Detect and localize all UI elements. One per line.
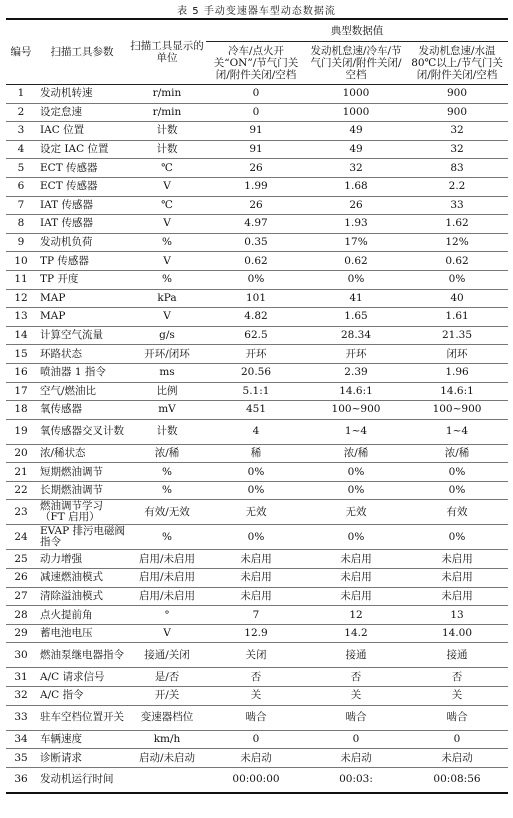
value-cond-3: 0.62 xyxy=(406,252,508,271)
param-name: 浓/稀状态 xyxy=(36,444,128,463)
value-cond-3: 1.96 xyxy=(406,363,508,382)
table-row xyxy=(6,463,508,482)
param-name: 燃油调节学习（FT 启用） xyxy=(36,500,128,525)
param-unit: 开/关 xyxy=(128,687,206,706)
value-cond-3: 1.61 xyxy=(406,308,508,327)
param-unit: mV xyxy=(128,401,206,420)
data-stream-table xyxy=(6,18,508,794)
param-unit: 变速器档位 xyxy=(128,705,206,730)
value-cond-1: 0.35 xyxy=(206,233,306,252)
row-number: 14 xyxy=(6,326,36,345)
param-unit: 有效/无效 xyxy=(128,500,206,525)
value-cond-1: 91 xyxy=(206,122,306,141)
row-number: 19 xyxy=(6,419,36,444)
table-row xyxy=(6,643,508,668)
value-cond-1: 未启用 xyxy=(206,569,306,588)
param-unit: g/s xyxy=(128,326,206,345)
param-name: EVAP 排污电磁阀指令 xyxy=(36,525,128,550)
value-cond-2: 14.6:1 xyxy=(306,382,406,401)
param-unit: 浓/稀 xyxy=(128,444,206,463)
param-name: A/C 请求信号 xyxy=(36,668,128,687)
param-unit: km/h xyxy=(128,730,206,749)
value-cond-2: 未启用 xyxy=(306,569,406,588)
value-cond-3: 2.2 xyxy=(406,177,508,196)
param-unit: % xyxy=(128,525,206,550)
value-cond-1: 0 xyxy=(206,85,306,104)
param-name: 发动机负荷 xyxy=(36,233,128,252)
row-number: 18 xyxy=(6,401,36,420)
value-cond-2: 0% xyxy=(306,463,406,482)
param-name: TP 传感器 xyxy=(36,252,128,271)
value-cond-1: 20.56 xyxy=(206,363,306,382)
param-name: 长期燃油调节 xyxy=(36,481,128,500)
row-number: 11 xyxy=(6,270,36,289)
value-cond-3: 32 xyxy=(406,122,508,141)
param-unit: 比例 xyxy=(128,382,206,401)
row-number: 30 xyxy=(6,643,36,668)
value-cond-2: 17% xyxy=(306,233,406,252)
value-cond-1: 未启用 xyxy=(206,550,306,569)
param-unit: 启用/未启用 xyxy=(128,587,206,606)
value-cond-1: 101 xyxy=(206,289,306,308)
value-cond-3: 1~4 xyxy=(406,419,508,444)
value-cond-2: 41 xyxy=(306,289,406,308)
table-row xyxy=(6,103,508,122)
param-name: 清除溢油模式 xyxy=(36,587,128,606)
row-number: 7 xyxy=(6,196,36,215)
value-cond-1: 7 xyxy=(206,606,306,625)
param-unit: 启用/未启用 xyxy=(128,550,206,569)
value-cond-1: 0 xyxy=(206,103,306,122)
param-name: 诊断请求 xyxy=(36,749,128,768)
value-cond-2: 啮合 xyxy=(306,705,406,730)
value-cond-1: 4.97 xyxy=(206,215,306,234)
value-cond-3: 32 xyxy=(406,140,508,159)
value-cond-1: 啮合 xyxy=(206,705,306,730)
param-unit: 启用/未启用 xyxy=(128,569,206,588)
param-name: 减速燃油模式 xyxy=(36,569,128,588)
header-param: 扫描工具参数 xyxy=(36,19,128,85)
table-row xyxy=(6,363,508,382)
row-number: 20 xyxy=(6,444,36,463)
table-row xyxy=(6,624,508,643)
param-name: 蓄电池电压 xyxy=(36,624,128,643)
param-unit: 开环/闭环 xyxy=(128,345,206,364)
value-cond-1: 1.99 xyxy=(206,177,306,196)
value-cond-2: 1.68 xyxy=(306,177,406,196)
value-cond-1: 0% xyxy=(206,463,306,482)
param-name: 驻车空档位置开关 xyxy=(36,705,128,730)
row-number: 23 xyxy=(6,500,36,525)
table-caption: 表 5 手动变速器车型动态数据流 xyxy=(177,6,336,17)
value-cond-3: 900 xyxy=(406,85,508,104)
row-number: 34 xyxy=(6,730,36,749)
value-cond-3: 900 xyxy=(406,103,508,122)
value-cond-1: 12.9 xyxy=(206,624,306,643)
value-cond-2: 0.62 xyxy=(306,252,406,271)
table-row xyxy=(6,500,508,525)
header-unit: 扫描工具显示的单位 xyxy=(128,19,206,85)
value-cond-2: 1000 xyxy=(306,85,406,104)
param-name: 燃油泵继电器指令 xyxy=(36,643,128,668)
value-cond-2: 32 xyxy=(306,159,406,178)
row-number: 17 xyxy=(6,382,36,401)
row-number: 28 xyxy=(6,606,36,625)
param-name: IAC 位置 xyxy=(36,122,128,141)
param-unit: V xyxy=(128,215,206,234)
table-body xyxy=(6,85,508,793)
row-number: 22 xyxy=(6,481,36,500)
row-number: 36 xyxy=(6,767,36,793)
table-row xyxy=(6,215,508,234)
value-cond-3: 83 xyxy=(406,159,508,178)
value-cond-1: 稀 xyxy=(206,444,306,463)
value-cond-1: 无效 xyxy=(206,500,306,525)
param-unit: 计数 xyxy=(128,122,206,141)
param-unit: V xyxy=(128,252,206,271)
row-number: 9 xyxy=(6,233,36,252)
value-cond-2: 1000 xyxy=(306,103,406,122)
value-cond-1: 0% xyxy=(206,270,306,289)
value-cond-2: 2.39 xyxy=(306,363,406,382)
param-unit: 计数 xyxy=(128,140,206,159)
row-number: 15 xyxy=(6,345,36,364)
table-row xyxy=(6,289,508,308)
table-row xyxy=(6,308,508,327)
table-row xyxy=(6,444,508,463)
row-number: 26 xyxy=(6,569,36,588)
value-cond-1: 26 xyxy=(206,159,306,178)
row-number: 31 xyxy=(6,668,36,687)
param-unit: 是/否 xyxy=(128,668,206,687)
table-row xyxy=(6,525,508,550)
value-cond-1: 关 xyxy=(206,687,306,706)
table-row xyxy=(6,569,508,588)
value-cond-1: 62.5 xyxy=(206,326,306,345)
value-cond-1: 否 xyxy=(206,668,306,687)
table-row xyxy=(6,668,508,687)
value-cond-2: 1~4 xyxy=(306,419,406,444)
row-number: 6 xyxy=(6,177,36,196)
row-number: 25 xyxy=(6,550,36,569)
table-row xyxy=(6,730,508,749)
table-row xyxy=(6,326,508,345)
value-cond-3: 0% xyxy=(406,481,508,500)
value-cond-3: 未启用 xyxy=(406,550,508,569)
value-cond-2: 关 xyxy=(306,687,406,706)
param-name: 设定怠速 xyxy=(36,103,128,122)
header-cond-1: 冷车/点火开关“ON”/节气门关闭/附件关闭/空档 xyxy=(206,42,306,85)
value-cond-3: 33 xyxy=(406,196,508,215)
value-cond-2: 49 xyxy=(306,140,406,159)
value-cond-3: 闭环 xyxy=(406,345,508,364)
param-name: 发动机运行时间 xyxy=(36,767,128,793)
row-number: 12 xyxy=(6,289,36,308)
param-unit: % xyxy=(128,463,206,482)
param-unit: % xyxy=(128,270,206,289)
value-cond-3: 100~900 xyxy=(406,401,508,420)
param-name: MAP xyxy=(36,289,128,308)
header-cond-3: 发动机怠速/水温80℃以上/节气门关闭/附件关闭/空档 xyxy=(406,42,508,85)
param-name: TP 开度 xyxy=(36,270,128,289)
row-number: 1 xyxy=(6,85,36,104)
param-unit: ° xyxy=(128,606,206,625)
value-cond-3: 0% xyxy=(406,525,508,550)
value-cond-2: 0 xyxy=(306,730,406,749)
param-unit: ℃ xyxy=(128,196,206,215)
value-cond-2: 28.34 xyxy=(306,326,406,345)
param-name: 喷油器 1 指令 xyxy=(36,363,128,382)
value-cond-2: 1.65 xyxy=(306,308,406,327)
table-row xyxy=(6,140,508,159)
param-name: IAT 传感器 xyxy=(36,196,128,215)
value-cond-3: 14.6:1 xyxy=(406,382,508,401)
table-row xyxy=(6,382,508,401)
row-number: 10 xyxy=(6,252,36,271)
header-typical: 典型数据值 xyxy=(206,19,508,42)
value-cond-1: 0% xyxy=(206,525,306,550)
value-cond-3: 1.62 xyxy=(406,215,508,234)
value-cond-1: 4 xyxy=(206,419,306,444)
value-cond-2: 否 xyxy=(306,668,406,687)
param-name: 车辆速度 xyxy=(36,730,128,749)
value-cond-1: 451 xyxy=(206,401,306,420)
table-row xyxy=(6,587,508,606)
table-row xyxy=(6,606,508,625)
param-unit xyxy=(128,767,206,793)
param-name: MAP xyxy=(36,308,128,327)
param-name: ECT 传感器 xyxy=(36,177,128,196)
value-cond-2: 14.2 xyxy=(306,624,406,643)
param-name: 短期燃油调节 xyxy=(36,463,128,482)
value-cond-2: 未启用 xyxy=(306,550,406,569)
header-cond-2: 发动机怠速/冷车/节气门关闭/附件关闭/空档 xyxy=(306,42,406,85)
row-number: 29 xyxy=(6,624,36,643)
param-unit: % xyxy=(128,233,206,252)
row-number: 8 xyxy=(6,215,36,234)
value-cond-2: 0% xyxy=(306,525,406,550)
param-name: 空气/燃油比 xyxy=(36,382,128,401)
table-row xyxy=(6,550,508,569)
value-cond-3: 00:08:56 xyxy=(406,767,508,793)
value-cond-3: 13 xyxy=(406,606,508,625)
value-cond-3: 啮合 xyxy=(406,705,508,730)
table-row xyxy=(6,270,508,289)
param-name: A/C 指令 xyxy=(36,687,128,706)
value-cond-3: 未启用 xyxy=(406,587,508,606)
value-cond-2: 00:03: xyxy=(306,767,406,793)
value-cond-2: 0% xyxy=(306,481,406,500)
value-cond-3: 关 xyxy=(406,687,508,706)
table-row xyxy=(6,85,508,104)
table-row xyxy=(6,345,508,364)
param-name: 计算空气流量 xyxy=(36,326,128,345)
table-row xyxy=(6,401,508,420)
row-number: 16 xyxy=(6,363,36,382)
table-row xyxy=(6,419,508,444)
value-cond-3: 未启用 xyxy=(406,569,508,588)
value-cond-3: 接通 xyxy=(406,643,508,668)
value-cond-1: 开环 xyxy=(206,345,306,364)
param-unit: % xyxy=(128,481,206,500)
value-cond-2: 26 xyxy=(306,196,406,215)
row-number: 33 xyxy=(6,705,36,730)
value-cond-2: 0% xyxy=(306,270,406,289)
param-unit: 启动/未启动 xyxy=(128,749,206,768)
row-number: 35 xyxy=(6,749,36,768)
param-unit: 计数 xyxy=(128,419,206,444)
row-number: 21 xyxy=(6,463,36,482)
table-row xyxy=(6,749,508,768)
value-cond-1: 未启动 xyxy=(206,749,306,768)
row-number: 32 xyxy=(6,687,36,706)
param-name: IAT 传感器 xyxy=(36,215,128,234)
table-row xyxy=(6,687,508,706)
param-name: 环路状态 xyxy=(36,345,128,364)
value-cond-1: 0 xyxy=(206,730,306,749)
table-row xyxy=(6,177,508,196)
value-cond-3: 有效 xyxy=(406,500,508,525)
value-cond-2: 12 xyxy=(306,606,406,625)
param-unit: ms xyxy=(128,363,206,382)
param-name: 点火提前角 xyxy=(36,606,128,625)
param-name: 设定 IAC 位置 xyxy=(36,140,128,159)
value-cond-1: 未启用 xyxy=(206,587,306,606)
value-cond-3: 否 xyxy=(406,668,508,687)
value-cond-1: 0% xyxy=(206,481,306,500)
param-unit: V xyxy=(128,177,206,196)
value-cond-3: 0 xyxy=(406,730,508,749)
param-name: 氧传感器交叉计数 xyxy=(36,419,128,444)
header-index: 编号 xyxy=(6,19,36,85)
param-unit: r/min xyxy=(128,85,206,104)
row-number: 5 xyxy=(6,159,36,178)
param-unit: V xyxy=(128,624,206,643)
row-number: 2 xyxy=(6,103,36,122)
value-cond-2: 1.93 xyxy=(306,215,406,234)
value-cond-2: 100~900 xyxy=(306,401,406,420)
param-name: ECT 传感器 xyxy=(36,159,128,178)
value-cond-3: 0% xyxy=(406,270,508,289)
table-row xyxy=(6,159,508,178)
value-cond-1: 26 xyxy=(206,196,306,215)
value-cond-3: 12% xyxy=(406,233,508,252)
param-name: 发动机转速 xyxy=(36,85,128,104)
value-cond-2: 49 xyxy=(306,122,406,141)
param-unit: kPa xyxy=(128,289,206,308)
value-cond-1: 5.1:1 xyxy=(206,382,306,401)
param-unit: V xyxy=(128,308,206,327)
value-cond-3: 未启动 xyxy=(406,749,508,768)
table-row xyxy=(6,122,508,141)
param-unit: ℃ xyxy=(128,159,206,178)
table-row xyxy=(6,252,508,271)
table-row xyxy=(6,233,508,252)
value-cond-1: 00:00:00 xyxy=(206,767,306,793)
value-cond-3: 浓/稀 xyxy=(406,444,508,463)
row-number: 4 xyxy=(6,140,36,159)
row-number: 13 xyxy=(6,308,36,327)
value-cond-3: 0% xyxy=(406,463,508,482)
table-row xyxy=(6,705,508,730)
value-cond-3: 21.35 xyxy=(406,326,508,345)
value-cond-2: 未启用 xyxy=(306,587,406,606)
value-cond-2: 未启动 xyxy=(306,749,406,768)
param-name: 动力增强 xyxy=(36,550,128,569)
param-unit: 接通/关闭 xyxy=(128,643,206,668)
value-cond-2: 接通 xyxy=(306,643,406,668)
row-number: 24 xyxy=(6,525,36,550)
value-cond-3: 40 xyxy=(406,289,508,308)
value-cond-3: 14.00 xyxy=(406,624,508,643)
param-name: 氧传感器 xyxy=(36,401,128,420)
value-cond-2: 浓/稀 xyxy=(306,444,406,463)
table-row xyxy=(6,481,508,500)
param-unit: r/min xyxy=(128,103,206,122)
value-cond-2: 无效 xyxy=(306,500,406,525)
table-row xyxy=(6,196,508,215)
value-cond-1: 91 xyxy=(206,140,306,159)
row-number: 3 xyxy=(6,122,36,141)
value-cond-1: 4.82 xyxy=(206,308,306,327)
value-cond-1: 关闭 xyxy=(206,643,306,668)
value-cond-2: 开环 xyxy=(306,345,406,364)
value-cond-1: 0.62 xyxy=(206,252,306,271)
table-row xyxy=(6,767,508,793)
row-number: 27 xyxy=(6,587,36,606)
